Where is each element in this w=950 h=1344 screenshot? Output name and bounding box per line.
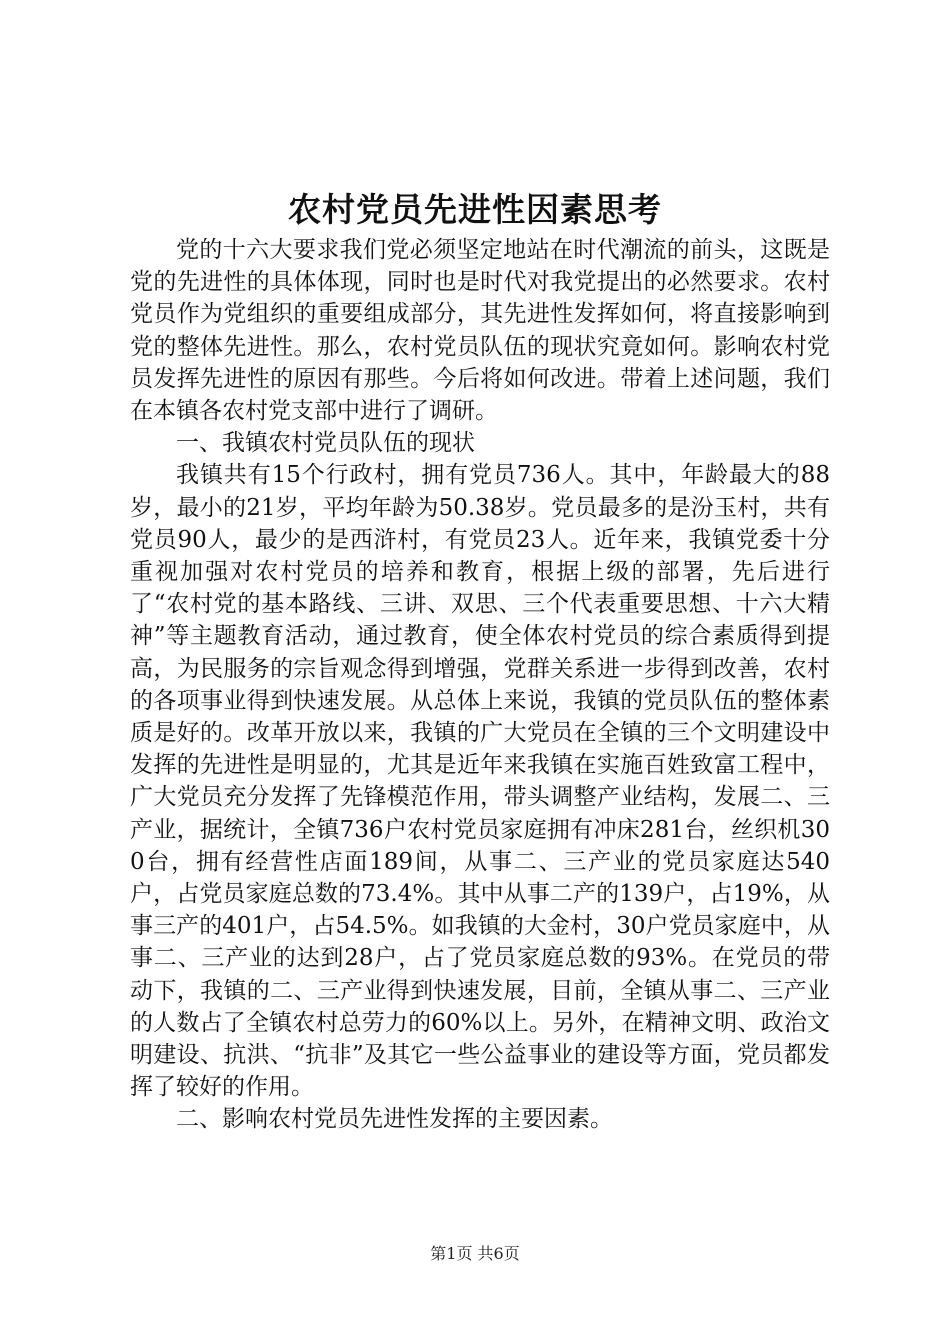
document-title: 农村党员先进性因素思考: [288, 190, 662, 229]
paragraph-intro: 党的十六大要求我们党必须坚定地站在时代潮流的前头，这既是党的先进性的具体体现，同时也是时代对我党提出的必然要求。农村党员作为党组织的重要组成部分，其先进性发挥如何，将直接影响到党的整体先进性。那么，农村党员队伍的现状究竟如何。影响农村党员发挥先进性的原因有那些。今后将如何改进。带着上述问题，我们在本镇各农村党支部中进行了调研。: [130, 237, 830, 425]
section-heading-1: 一、我镇农村党员队伍的现状: [176, 430, 475, 457]
document-body: [130, 234, 830, 1136]
page-footer: 第1页 共6页: [430, 1244, 520, 1263]
section-heading-2: 二、影响农村党员先进性发挥的主要因素。: [176, 1106, 613, 1133]
paragraph-status: 我镇共有15个行政村，拥有党员736人。其中，年龄最大的88岁，最小的21岁，平均年龄为50.38岁。党员最多的是汾玉村，共有党员90人，最少的是西浒村，有党员23人。近年来，我镇党委十分重视加强对农村党员的培养和教育，根据上级的部署，先后进行了“农村党的基本路线、三讲、双思、三个代表重要思想、十六大精神”等主题教育活动，通过教育，使全体农村党员的综合素质得到提高，为民服务的宗旨观念得到增强，党群关系进一步得到改善，农村的各项事业得到快速发展。从总体上来说，我镇的党员队伍的整体素质是好的。改革开放以来，我镇的广大党员在全镇的三个文明建设中发挥的先进性是明显的，尤其是近年来我镇在实施百姓致富工程中，广大党员充分发挥了先锋模范作用，带头调整产业结构，发展二、三产业，据统计，全镇736户农村党员家庭拥有冲床281台，丝织机300台，拥有经营性店面189间，从事二、三产业的党员家庭达540户，占党员家庭总数的73.4%。其中从事二产的139户，占19%，从事三产的401户，占54.5%。如我镇的大金村，30户党员家庭中，从事二、三产业的达到28户，占了党员家庭总数的93%。在党员的带动下，我镇的二、三产业得到快速发展，目前，全镇从事二、三产业的人数占了全镇农村总劳力的60%以上。另外，在精神文明、政治文明建设、抗洪、“抗非”及其它一些公益事业的建设等方面，党员都发挥了较好的作用。: [130, 462, 830, 1101]
